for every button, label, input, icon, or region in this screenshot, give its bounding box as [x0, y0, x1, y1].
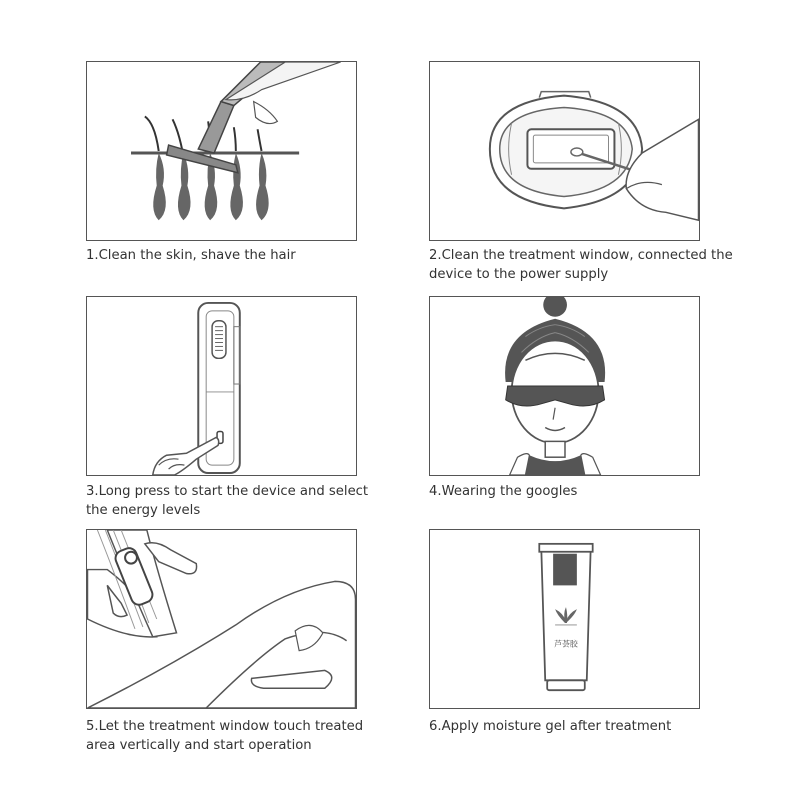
step-4-caption: 4.Wearing the googles: [429, 484, 578, 499]
step-1-illustration: [86, 61, 357, 241]
step-4-illustration: [429, 296, 700, 476]
goggles-icon: [430, 297, 699, 475]
device-on-leg-icon: [87, 530, 356, 708]
step-5-caption: 5.Let the treatment window touch treated area vertically and start operation: [86, 719, 364, 753]
cotton-swab-cleaning-icon: [430, 62, 699, 240]
step-5-illustration: [86, 529, 357, 709]
step-6-caption: 6.Apply moisture gel after treatment: [429, 719, 672, 734]
device-power-button-icon: [87, 297, 356, 475]
step-3-caption: 3.Long press to start the device and select the energy levels: [86, 484, 369, 518]
aloe-gel-tube-icon: [430, 530, 699, 708]
step-3-illustration: [86, 296, 357, 476]
gel-label: 芦荟胶: [554, 639, 578, 649]
step-2-caption: 2.Clean the treatment window, connected the device to the power supply: [429, 248, 733, 282]
step-6-illustration: [429, 529, 700, 709]
step-1-caption: 1.Clean the skin, shave the hair: [86, 248, 296, 263]
razor-shaving-icon: [87, 62, 356, 240]
step-2-illustration: [429, 61, 700, 241]
